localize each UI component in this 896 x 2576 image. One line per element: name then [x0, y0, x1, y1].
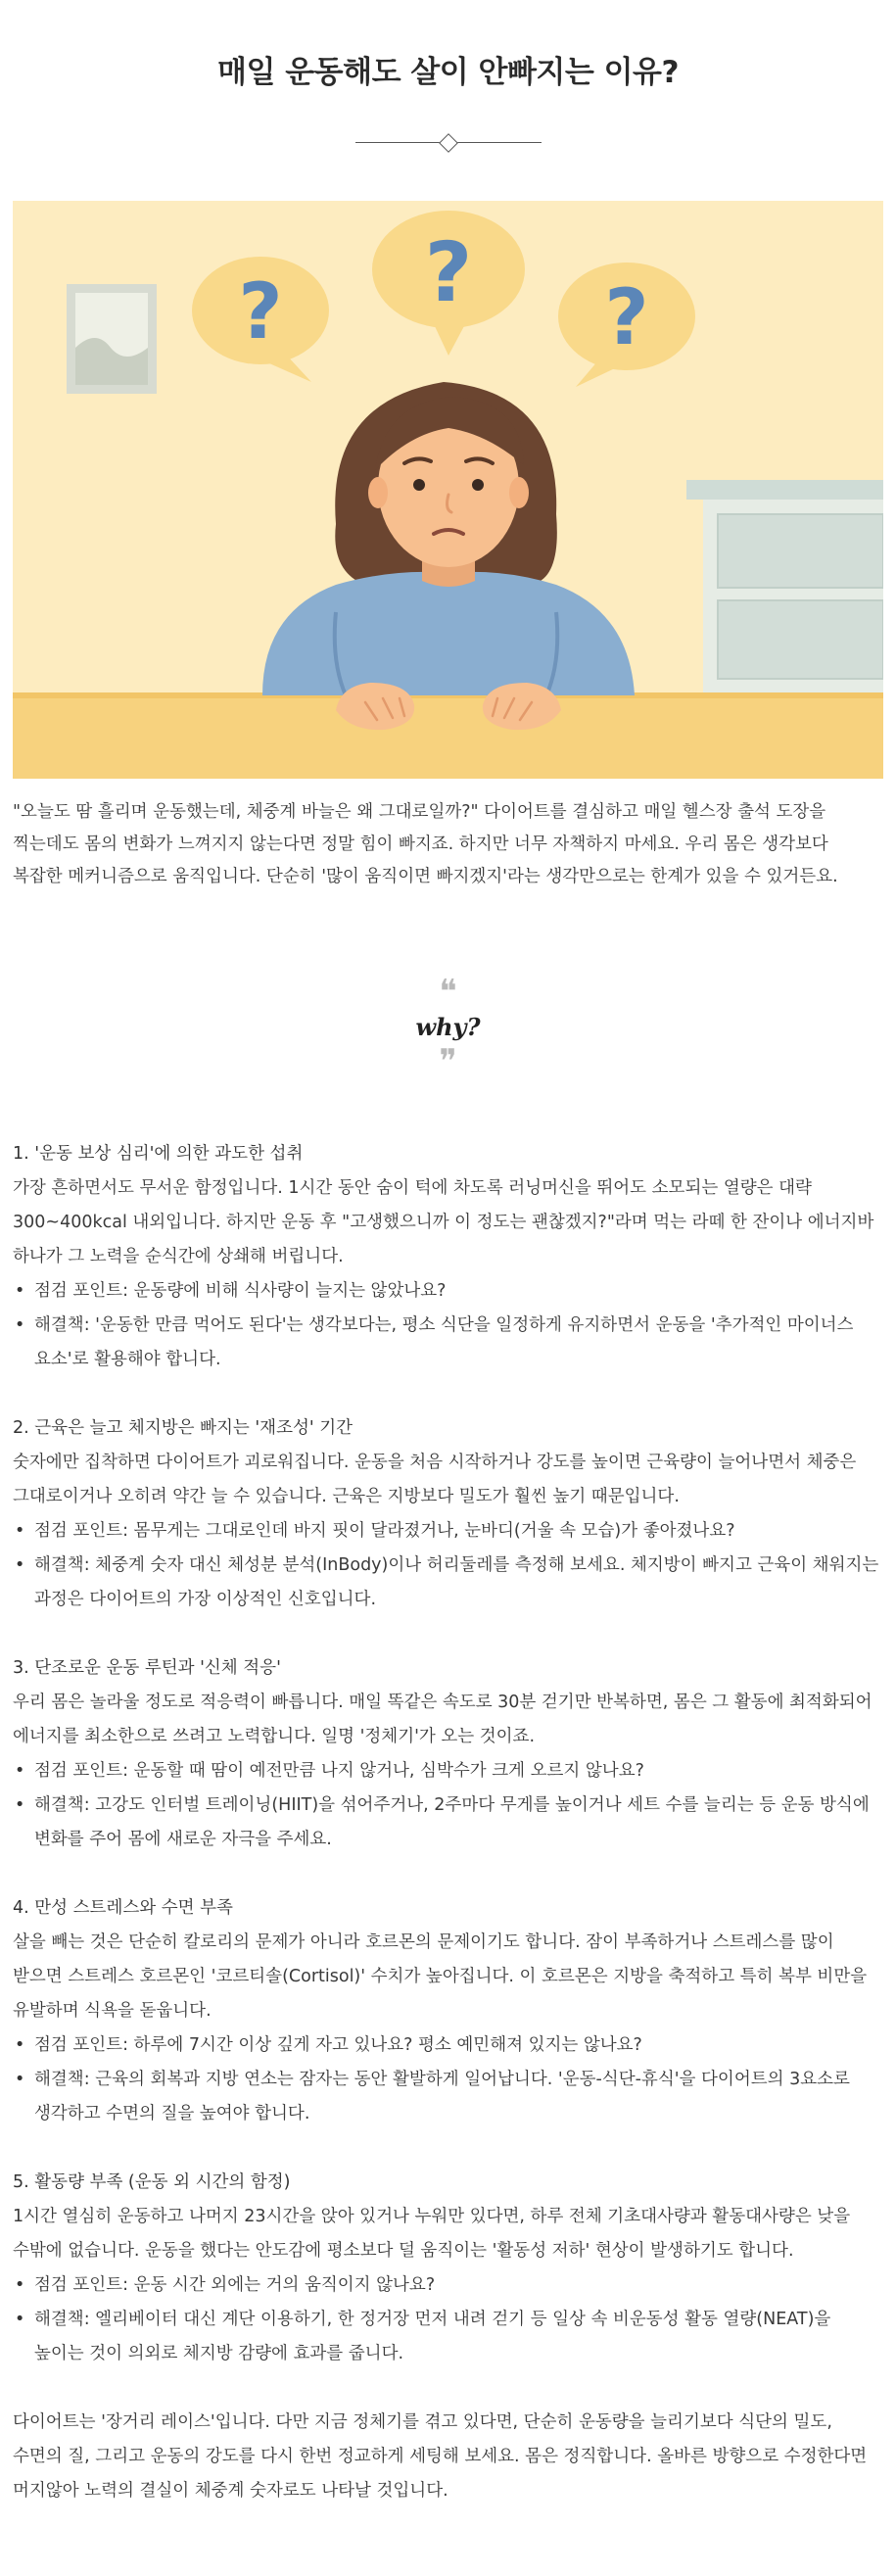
- section-heading: 5. 활동량 부족 (운동 외 시간의 함정): [13, 2172, 291, 2192]
- section-heading: 1. '운동 보상 심리'에 의한 과도한 섭취: [13, 1144, 304, 1164]
- section-body: 1시간 열심히 운동하고 나머지 23시간을 앉아 있거나 누워만 있다면, 하루 전체 기초대사량과 활동대사량은 낮을 수밖에 없습니다. 운동을 했다는 안도감에 평소보다 덜 움직이는 '활동성 저하' 현상이 발생하기도 합니다.: [13, 2207, 851, 2261]
- svg-text:?: ?: [424, 224, 473, 320]
- section-points: [13, 2268, 883, 2371]
- solution-point: • 해결책: 체중계 숫자 대신 체성분 분석(InBody)이나 허리둘레를 측정해 보세요. 체지방이 빠지고 근육이 채워지는 과정은 다이어트의 가장 이상적인 신호입니다.: [13, 1549, 883, 1617]
- quote-open-icon: ❝: [439, 973, 457, 1012]
- section-2: [13, 1411, 883, 1617]
- section-heading: 2. 근육은 늘고 체지방은 빠지는 '재조성' 기간: [13, 1418, 354, 1438]
- section-heading: 4. 만성 스트레스와 수면 부족: [13, 1898, 233, 1918]
- section-4: [13, 1891, 883, 2131]
- solution-point: • 해결책: 고강도 인터벌 트레이닝(HIIT)을 섞어주거나, 2주마다 무게를 높이거나 세트 수를 늘리는 등 운동 방식에 변화를 주어 몸에 새로운 자극을 주세요.: [13, 1789, 883, 1857]
- outro-paragraph: 다이어트는 '장거리 레이스'입니다. 다만 지금 정체기를 겪고 있다면, 단순히 운동량을 늘리기보다 식단의 밀도, 수면의 질, 그리고 운동의 강도를 다시 한번 정교하게 세팅해 보세요. 몸은 정직합니다. 올바른 방향으로 수정한다면 머지않아 노력의 결실이 체중계 숫자로도 나타날 것입니다.: [13, 2412, 868, 2501]
- check-point: • 점검 포인트: 하루에 7시간 이상 깊게 자고 있나요? 평소 예민해져 있지는 않나요?: [13, 2028, 883, 2063]
- table-surface: [13, 692, 883, 779]
- check-point: • 점검 포인트: 운동량에 비해 식사량이 늘지는 않았나요?: [13, 1274, 883, 1309]
- svg-text:?: ?: [238, 268, 283, 357]
- quote-text: why?: [415, 1013, 481, 1041]
- quote-block: [0, 973, 896, 1081]
- hero-illustration: [13, 201, 883, 779]
- section-body: 우리 몸은 놀라울 정도로 적응력이 빠릅니다. 매일 똑같은 속도로 30분 걷기만 반복하면, 몸은 그 활동에 최적화되어 에너지를 최소한으로 쓰려고 노력합니다. 일명 '정체기'가 오는 것이죠.: [13, 1693, 872, 1746]
- section-5: [13, 2166, 883, 2371]
- svg-text:?: ?: [604, 274, 649, 362]
- section-body: 살을 빼는 것은 단순히 칼로리의 문제가 아니라 호르몬의 문제이기도 합니다. 잠이 부족하거나 스트레스를 많이 받으면 스트레스 호르몬인 '코르티솔(Cortisol)' 수치가 높아집니다. 이 호르몬은 지방을 축적하고 특히 복부 비만을 유발하며 식욕을 돋웁니다.: [13, 1932, 868, 2021]
- section-body: 숫자에만 집착하면 다이어트가 괴로워집니다. 운동을 처음 시작하거나 강도를 높이면 근육량이 늘어나면서 체중은 그대로이거나 오히려 약간 늘 수 있습니다. 근육은 지방보다 밀도가 훨씬 높기 때문입니다.: [13, 1453, 857, 1506]
- section-3: [13, 1651, 883, 1857]
- title-divider: [355, 132, 542, 154]
- section-heading: 3. 단조로운 운동 루틴과 '신체 적응': [13, 1658, 281, 1678]
- page-title: 매일 운동해도 살이 안빠지는 이유?: [217, 55, 679, 90]
- check-point: • 점검 포인트: 운동 시간 외에는 거의 움직이지 않나요?: [13, 2268, 883, 2303]
- check-point: • 점검 포인트: 몸무게는 그대로인데 바지 핏이 달라졌거나, 눈바디(거울 속 모습)가 좋아졌나요?: [13, 1514, 883, 1549]
- section-points: [13, 1514, 883, 1617]
- section-points: [13, 2028, 883, 2131]
- section-1: [13, 1137, 883, 1377]
- check-point: • 점검 포인트: 운동할 때 땀이 예전만큼 나지 않거나, 심박수가 크게 오르지 않나요?: [13, 1754, 883, 1789]
- intro-paragraph: "오늘도 땀 흘리며 운동했는데, 체중계 바늘은 왜 그대로일까?" 다이어트를 결심하고 매일 헬스장 출석 도장을 찍는데도 몸의 변화가 느껴지지 않는다면 정말 힘이 빠지죠. 하지만 너무 자책하지 마세요. 우리 몸은 생각보다 복잡한 메커니즘으로 움직입니다. 단순히 '많이 움직이면 빠지겠지'라는 생각만으로는 한계가 있을 수 있거든요.: [13, 802, 838, 886]
- quote-close-icon: ❞: [439, 1042, 457, 1081]
- divider-diamond-icon: [439, 133, 458, 153]
- section-points: [13, 1274, 883, 1377]
- solution-point: • 해결책: '운동한 만큼 먹어도 된다'는 생각보다는, 평소 식단을 일정하게 유지하면서 운동을 '추가적인 마이너스 요소'로 활용해야 합니다.: [13, 1309, 883, 1377]
- article-sections: [13, 1137, 883, 2371]
- section-points: [13, 1754, 883, 1857]
- wall-picture-icon: [67, 284, 157, 394]
- solution-point: • 해결책: 근육의 회복과 지방 연소는 잠자는 동안 활발하게 일어납니다. '운동-식단-휴식'을 다이어트의 3요소로 생각하고 수면의 질을 높여야 합니다.: [13, 2063, 883, 2131]
- section-body: 가장 흔하면서도 무서운 함정입니다. 1시간 동안 숨이 턱에 차도록 러닝머신을 뛰어도 소모되는 열량은 대략 300~400kcal 내외입니다. 하지만 운동 후 "고생했으니까 이 정도는 괜찮겠지?"라며 먹는 라떼 한 잔이나 에너지바 하나가 그 노력을 순식간에 상쇄해 버립니다.: [13, 1178, 874, 1266]
- cabinet-icon: [686, 480, 883, 695]
- solution-point: • 해결책: 엘리베이터 대신 계단 이용하기, 한 정거장 먼저 내려 걷기 등 일상 속 비운동성 활동 열량(NEAT)을 높이는 것이 의외로 체지방 감량에 효과를 줍니다.: [13, 2303, 883, 2371]
